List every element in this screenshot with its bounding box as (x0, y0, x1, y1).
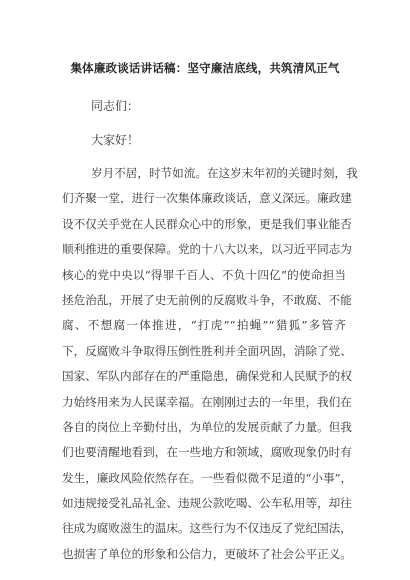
paragraph-line: 岁月不居，时节如流。在这岁末年初的关键时刻，我 (91, 166, 358, 180)
greeting: 大家好！ (91, 133, 140, 147)
body-paragraph (62, 161, 358, 567)
document-title: 集体廉政谈话讲话稿：坚守廉洁底线，共筑清风正气 (70, 61, 340, 75)
paragraph-line: 们也要清醒地看到，在一些地方和领域，腐败现象仍时有 (62, 445, 352, 460)
paragraph-line: 力始终用来为人民谋幸福。在刚刚过去的一年里，我们在 (62, 394, 352, 409)
paragraph-line: 国家、军队内部存在的严重隐患，确保党和人民赋予的权 (62, 369, 352, 384)
paragraph-line: 腐、不想腐一体推进，“打虎”“拍蝇”“猎狐”多管齐 (62, 318, 346, 333)
paragraph-line: 拯危治乱，开展了史无前例的反腐败斗争，不敢腐、不能 (62, 292, 352, 307)
salutation: 同志们： (91, 99, 140, 113)
paragraph-line: 下，反腐败斗争取得压倒性胜利并全面巩固，消除了党、 (62, 343, 352, 358)
paragraph-line: 核心的党中央以“得罪千百人、不负十四亿”的使命担当 (62, 267, 346, 282)
paragraph-line: 如违规接受礼品礼金、违规公款吃喝、公车私用等，却往 (62, 496, 352, 511)
paragraph-line: 设不仅关乎党在人民群众心中的形象，更是我们事业能否 (62, 216, 352, 231)
paragraph-line: 发生，廉政风险依然存在。一些看似微不足道的“小事”， (62, 470, 353, 485)
paragraph-line: 们齐聚一堂，进行一次集体廉政谈话，意义深远。廉政建 (62, 191, 352, 206)
paragraph-line: 各自的岗位上辛勤付出，为单位的发展贡献了力量。但我 (62, 419, 352, 434)
paragraph-line: 往成为腐败滋生的温床。这些行为不仅违反了党纪国法， (62, 521, 352, 536)
paragraph-line: 顺利推进的重要保障。党的十八大以来，以习近平同志为 (62, 242, 352, 257)
paragraph-line: 也损害了单位的形象和公信力，更破坏了社会公平正义。 (62, 546, 352, 561)
